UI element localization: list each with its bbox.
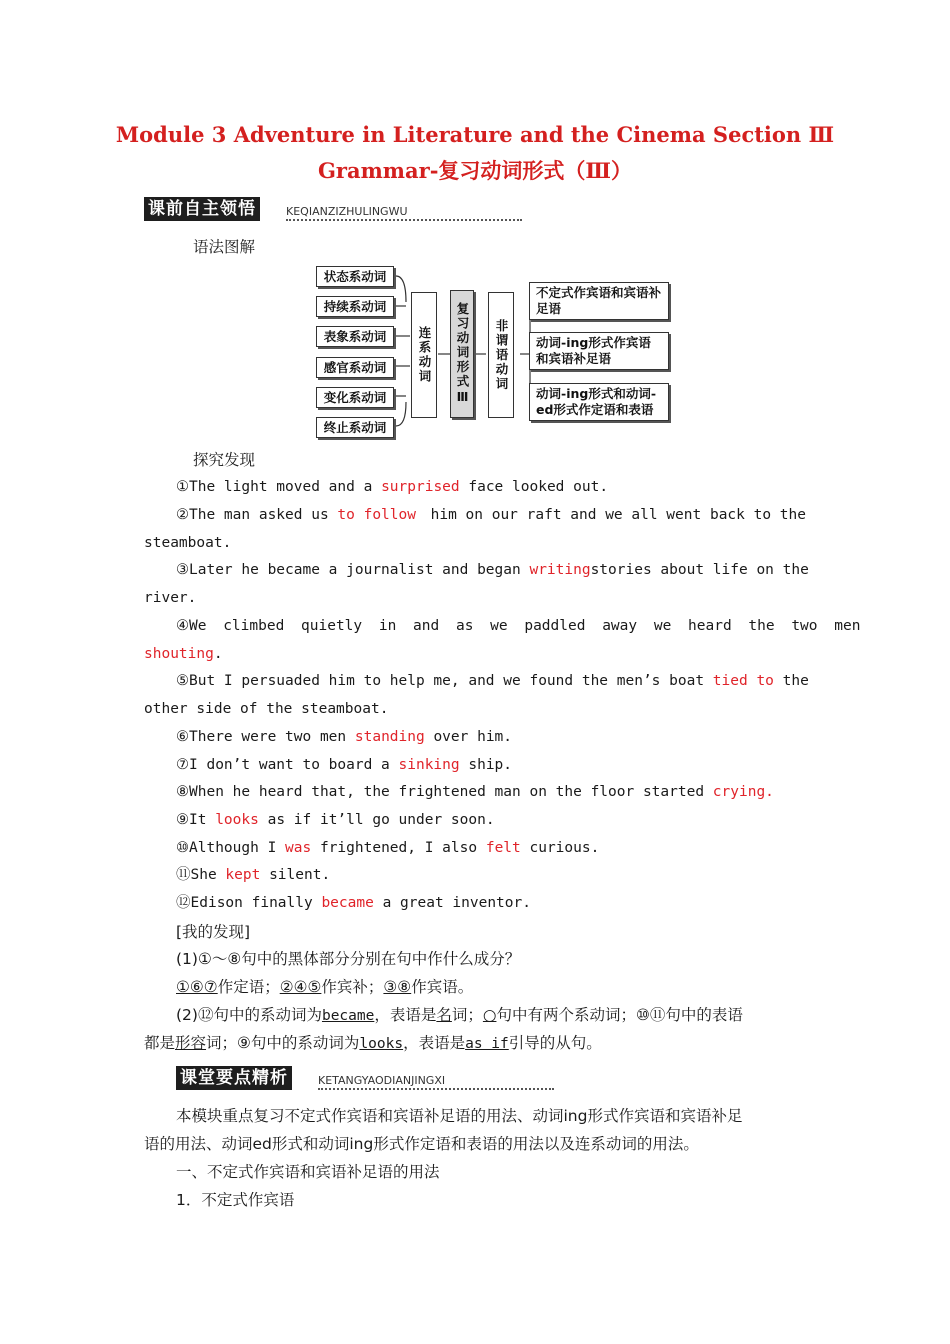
- center-node: 复习动词形式Ⅲ: [450, 290, 474, 418]
- left-node-0: 状态系动词: [316, 266, 394, 287]
- intro-heading2: 1．不定式作宾语: [176, 1191, 295, 1209]
- banner-divider: [318, 1088, 554, 1090]
- banner-label: 课堂要点精析: [176, 1066, 292, 1090]
- sentence-4-cont: shouting.: [144, 646, 223, 662]
- sentence-10: ⑩Although I was frightened, I also felt curious.: [176, 840, 600, 856]
- intro-heading1: 一、不定式作宾语和宾语补足语的用法: [176, 1163, 440, 1181]
- sentence-8: ⑧When he heard that, the frightened man on the floor started crying.: [176, 784, 774, 800]
- section-explore-label: 探究发现: [193, 451, 256, 469]
- section-banner-class: [176, 1066, 556, 1091]
- banner-pinyin: KEQIANZIZHULINGWU: [286, 205, 408, 218]
- banner-divider: [286, 219, 522, 221]
- left-node-4: 变化系动词: [316, 387, 394, 408]
- left-node-2: 表象系动词: [316, 326, 394, 347]
- sentence-6: ⑥There were two men standing over him.: [176, 729, 513, 745]
- section-grammar-diagram-label: 语法图解: [193, 238, 256, 256]
- discovery-label: [我的发现]: [176, 923, 251, 941]
- sentence-9: ⑨It looks as if it’ll go under soon.: [176, 812, 495, 828]
- sentence-2: ②The man asked us to follow him on our raft and we all went back to the: [176, 507, 806, 523]
- left-node-3: 感官系动词: [316, 357, 394, 378]
- discovery-q2-line2: 都是形容词；⑨句中的系动词为looks，表语是as if引导的从句。: [144, 1034, 602, 1052]
- left-node-1: 持续系动词: [316, 296, 394, 317]
- section-banner-preview: [144, 197, 524, 222]
- sentence-7: ⑦I don’t want to board a sinking ship.: [176, 757, 513, 773]
- sentence-11: ⑪She kept silent.: [176, 867, 331, 883]
- intro-line2: 语的用法、动词ed形式和动词ing形式作定语和表语的用法以及连系动词的用法。: [144, 1135, 699, 1153]
- non-finite-node: 非谓语动词: [488, 292, 514, 418]
- intro-line1: 本模块重点复习不定式作宾语和宾语补足语的用法、动词ing形式作宾语和宾语补足: [176, 1107, 743, 1125]
- sentence-1: ①The light moved and a surprised face looked out.: [176, 479, 609, 495]
- sentence-5: ⑤But I persuaded him to help me, and we found the men’s boat tied to the: [176, 673, 809, 689]
- link-verbs-node: 连系动词: [411, 292, 437, 418]
- right-node-0: 不定式作宾语和宾语补足语: [529, 282, 669, 320]
- discovery-q1: (1)①～⑧句中的黑体部分分别在句中作什么成分？: [176, 950, 521, 968]
- grammar-diagram: [310, 262, 680, 442]
- banner-pinyin: KETANGYAODIANJINGXI: [318, 1074, 446, 1087]
- banner-label: 课前自主领悟: [144, 197, 260, 221]
- right-node-1: 动词-ing形式作宾语和宾语补足语: [529, 332, 669, 370]
- page-title-line1: Module 3 Adventure in Literature and the Cinema Section Ⅲ: [115, 122, 835, 147]
- sentence-4: ④We climbed quietly in and as we paddled away we heard the two men: [176, 618, 861, 634]
- discovery-a1: ①⑥⑦作定语；②④⑤作宾补；③⑧作宾语。: [176, 978, 474, 996]
- page-title-line2: Grammar-复习动词形式（Ⅲ）: [317, 158, 632, 183]
- sentence-3-cont: river.: [144, 590, 197, 606]
- sentence-5-cont: other side of the steamboat.: [144, 701, 389, 717]
- right-node-2: 动词-ing形式和动词-ed形式作定语和表语: [529, 383, 669, 421]
- sentence-2-cont: steamboat.: [144, 535, 232, 551]
- sentence-12: ⑫Edison finally became a great inventor.: [176, 895, 531, 911]
- sentence-3: ③Later he became a journalist and began writing stories about life on the: [176, 562, 809, 578]
- discovery-q2-line1: (2)⑫句中的系动词为became，表语是名词；○句中有两个系动词；⑩⑪句中的表语: [176, 1006, 743, 1024]
- left-node-5: 终止系动词: [316, 417, 394, 438]
